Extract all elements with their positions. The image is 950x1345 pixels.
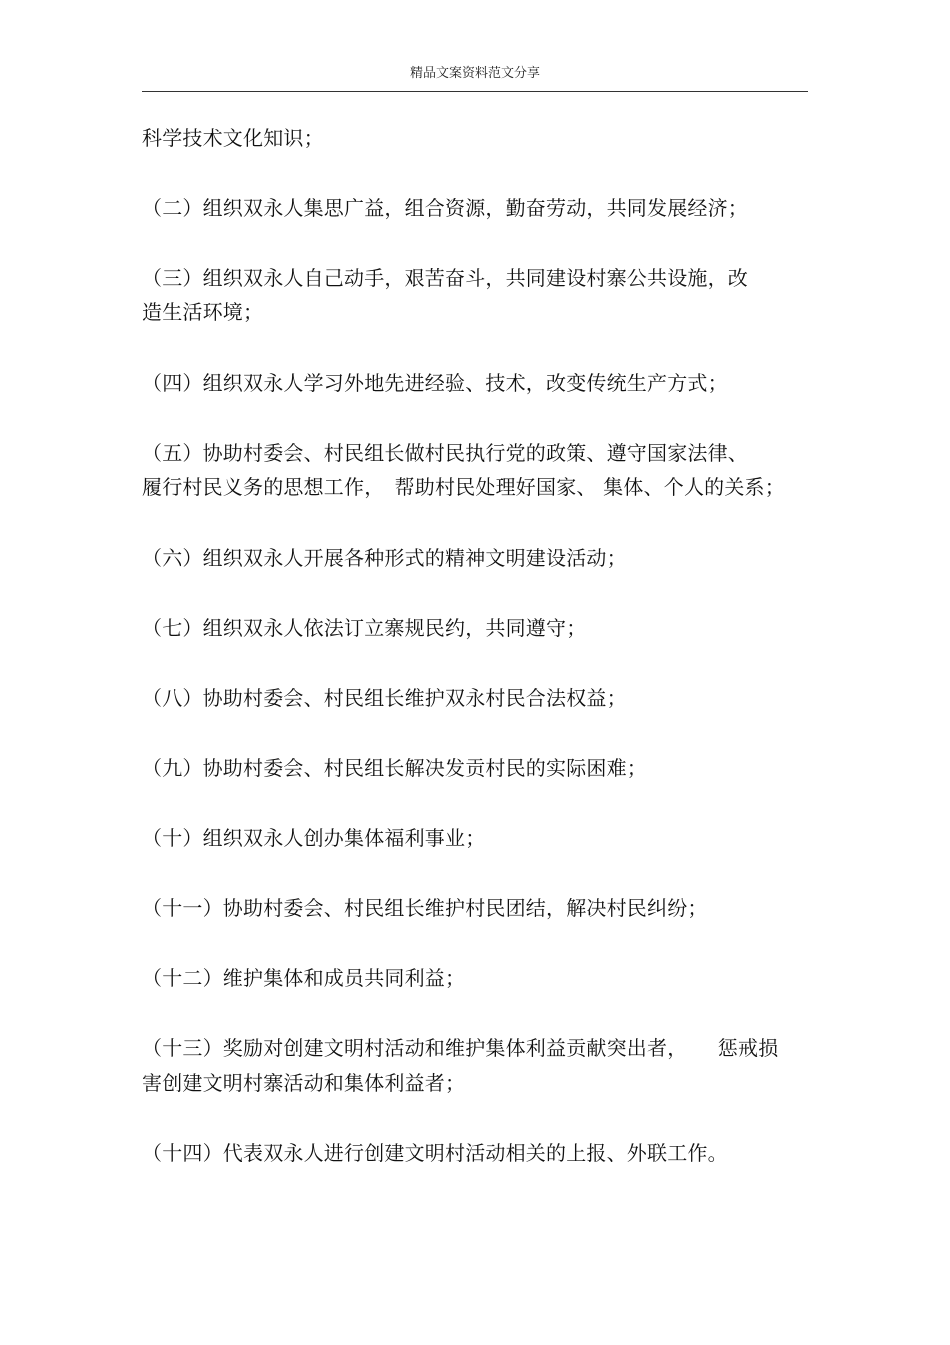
paragraph-line: （三）组织双永人自己动手，艰苦奋斗，共同建设村寨公共设施，改 xyxy=(142,266,748,290)
paragraph-line: （十二）维护集体和成员共同利益； xyxy=(142,966,466,990)
paragraph-line: （九）协助村委会、村民组长解决发贡村民的实际困难； xyxy=(142,756,647,780)
paragraph-line: （二）组织双永人集思广益，组合资源，勤奋劳动，共同发展经济； xyxy=(142,196,748,220)
paragraph-line: （六）组织双永人开展各种形式的精神文明建设活动； xyxy=(142,546,627,570)
paragraph-line: （十三）奖励对创建文明村活动和维护集体利益贡献突出者， 惩戒损 xyxy=(142,1036,779,1060)
paragraph-line: （十）组织双永人创办集体福利事业； xyxy=(142,826,486,850)
paragraph-line: 履行村民义务的思想工作， 帮助村民处理好国家、 集体、个人的关系； xyxy=(142,475,785,499)
paragraph-line: （五）协助村委会、村民组长做村民执行党的政策、遵守国家法律、 xyxy=(142,441,748,465)
paragraph-line: （八）协助村委会、村民组长维护双永村民合法权益； xyxy=(142,686,627,710)
paragraph-line: （十四）代表双永人进行创建文明村活动相关的上报、外联工作。 xyxy=(142,1141,728,1165)
page-header: 精品文案资料范文分享 xyxy=(409,66,540,81)
paragraph-line: 造生活环境； xyxy=(142,300,264,324)
paragraph-line: （四）组织双永人学习外地先进经验、技术，改变传统生产方式； xyxy=(142,371,728,395)
paragraph-line: （十一）协助村委会、村民组长维护村民团结，解决村民纠纷； xyxy=(142,896,708,920)
paragraph-line: （七）组织双永人依法订立寨规民约，共同遵守； xyxy=(142,616,587,640)
paragraph-line: 害创建文明村寨活动和集体利益者； xyxy=(142,1071,466,1095)
header-divider xyxy=(142,91,808,92)
paragraph-line: 科学技术文化知识； xyxy=(142,126,324,150)
